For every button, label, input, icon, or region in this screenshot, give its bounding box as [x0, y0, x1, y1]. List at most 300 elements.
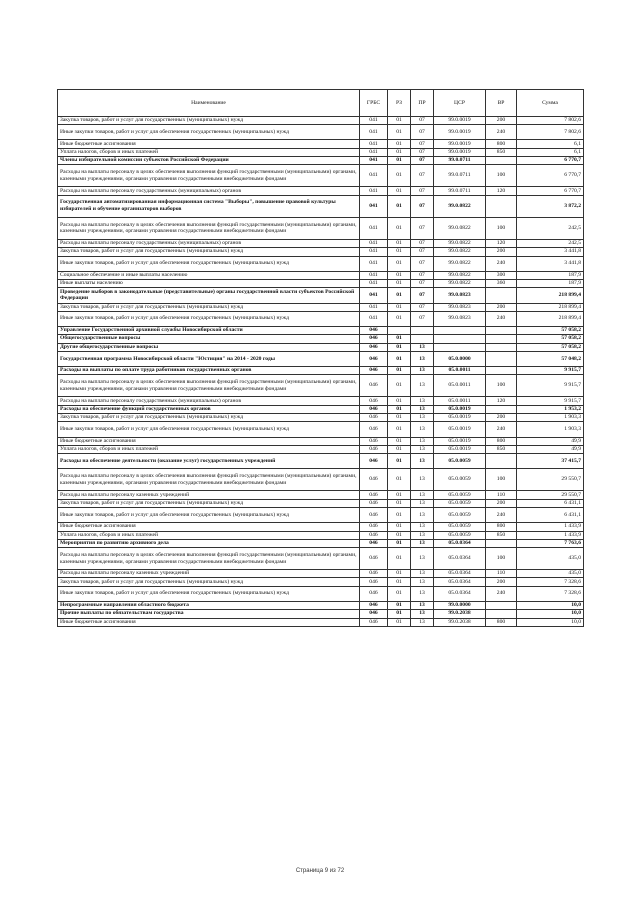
cell-name: Расходы на выплаты персоналу государственных (муниципальных) органов — [58, 239, 360, 247]
cell-rz: 01 — [388, 195, 411, 217]
cell-sum: 57 058,2 — [517, 343, 584, 351]
cell-vr: 850 — [486, 148, 517, 156]
cell-sum: 218 899,4 — [517, 288, 584, 303]
cell-pr: 07 — [411, 288, 434, 303]
cell-rz: 01 — [388, 375, 411, 397]
cell-name: Уплата налогов, сборов и иных платежей — [58, 445, 360, 453]
cell-name: Иные закупки товаров, работ и услуг для обеспечения государственных (муниципальных) нужд — [58, 508, 360, 523]
cell-grbs: 041 — [360, 303, 388, 311]
cell-rz: 01 — [388, 288, 411, 303]
cell-pr: 07 — [411, 271, 434, 279]
table-row — [58, 311, 584, 326]
cell-pr: 07 — [411, 148, 434, 156]
cell-pr: 07 — [411, 303, 434, 311]
cell-grbs: 046 — [360, 397, 388, 405]
cell-csr: 05.0.0364 — [434, 548, 486, 570]
cell-grbs: 046 — [360, 499, 388, 507]
header-vr: ВР — [486, 90, 517, 117]
cell-pr: 07 — [411, 165, 434, 187]
cell-sum: 37 415,7 — [517, 454, 584, 469]
table-row — [58, 375, 584, 397]
table-row — [58, 125, 584, 140]
cell-pr: 13 — [411, 508, 434, 523]
cell-vr: 120 — [486, 187, 517, 195]
table-row — [58, 523, 584, 531]
cell-pr: 13 — [411, 531, 434, 539]
table-row — [58, 327, 584, 335]
cell-vr: 240 — [486, 422, 517, 437]
table-row — [58, 469, 584, 491]
cell-vr: 240 — [486, 125, 517, 140]
cell-pr: 13 — [411, 539, 434, 547]
cell-sum: 1 433,9 — [517, 523, 584, 531]
cell-rz — [388, 327, 411, 335]
table-row — [58, 445, 584, 453]
cell-csr: 99.0.0822 — [434, 271, 486, 279]
cell-pr: 07 — [411, 280, 434, 288]
cell-csr — [434, 335, 486, 343]
cell-csr: 05.0.0000 — [434, 351, 486, 366]
cell-vr: 200 — [486, 578, 517, 586]
cell-grbs: 046 — [360, 491, 388, 499]
table-row — [58, 335, 584, 343]
cell-rz: 01 — [388, 610, 411, 618]
cell-grbs: 046 — [360, 454, 388, 469]
cell-vr — [486, 343, 517, 351]
cell-csr: 05.0.0364 — [434, 570, 486, 578]
cell-grbs: 046 — [360, 531, 388, 539]
cell-csr: 99.0.0822 — [434, 248, 486, 256]
cell-grbs: 041 — [360, 165, 388, 187]
cell-csr: 05.0.0364 — [434, 539, 486, 547]
cell-pr: 07 — [411, 239, 434, 247]
cell-csr: 05.0.0059 — [434, 523, 486, 531]
cell-sum: 57 048,2 — [517, 351, 584, 366]
cell-name: Расходы на выплаты персоналу в целях обеспечения выполнения функций государственными (муниципальными) органами, казенными учреждениями, органами управления государственными внебюджетными фондами — [58, 469, 360, 491]
cell-rz: 01 — [388, 414, 411, 422]
cell-grbs: 041 — [360, 271, 388, 279]
cell-rz: 01 — [388, 445, 411, 453]
cell-grbs: 046 — [360, 548, 388, 570]
cell-vr: 200 — [486, 248, 517, 256]
cell-name: Управление Государственной архивной службы Новосибирской области — [58, 327, 360, 335]
cell-sum: 6 770,7 — [517, 165, 584, 187]
cell-csr: 99.0.0019 — [434, 148, 486, 156]
cell-vr: 200 — [486, 414, 517, 422]
cell-name: Расходы на выплаты персоналу государственных (муниципальных) органов — [58, 187, 360, 195]
table-row — [58, 280, 584, 288]
cell-csr: 05.0.0011 — [434, 397, 486, 405]
cell-sum: 1 903,3 — [517, 414, 584, 422]
cell-name: Закупка товаров, работ и услуг для государственных (муниципальных) нужд — [58, 499, 360, 507]
cell-rz: 01 — [388, 280, 411, 288]
cell-pr: 13 — [411, 454, 434, 469]
cell-pr: 07 — [411, 140, 434, 148]
cell-csr: 99.0.0822 — [434, 239, 486, 247]
cell-vr — [486, 351, 517, 366]
cell-pr: 13 — [411, 578, 434, 586]
cell-vr: 300 — [486, 271, 517, 279]
table-row — [58, 491, 584, 499]
cell-name: Расходы на обеспечение функций государственных органов — [58, 405, 360, 413]
cell-pr: 13 — [411, 437, 434, 445]
cell-pr: 07 — [411, 187, 434, 195]
table-row — [58, 618, 584, 626]
cell-rz: 01 — [388, 271, 411, 279]
cell-sum: 187,9 — [517, 280, 584, 288]
cell-vr: 800 — [486, 140, 517, 148]
cell-grbs: 041 — [360, 125, 388, 140]
cell-pr: 13 — [411, 610, 434, 618]
table-row — [58, 148, 584, 156]
table-row — [58, 288, 584, 303]
cell-name: Закупка товаров, работ и услуг для государственных (муниципальных) нужд — [58, 248, 360, 256]
cell-vr: 100 — [486, 375, 517, 397]
cell-grbs: 046 — [360, 469, 388, 491]
cell-vr: 100 — [486, 217, 517, 239]
cell-rz: 01 — [388, 157, 411, 165]
cell-pr: 13 — [411, 601, 434, 609]
cell-sum: 6 770,7 — [517, 187, 584, 195]
cell-sum: 6,1 — [517, 148, 584, 156]
header-grbs: ГРБС — [360, 90, 388, 117]
cell-pr: 13 — [411, 367, 434, 375]
cell-sum: 29 550,7 — [517, 491, 584, 499]
cell-sum: 1 433,9 — [517, 531, 584, 539]
cell-name: Иные бюджетные ассигнования — [58, 437, 360, 445]
cell-rz: 01 — [388, 335, 411, 343]
cell-name: Государственная программа Новосибирской области "Юстиция" на 2014 - 2020 годы — [58, 351, 360, 366]
cell-sum: 29 550,7 — [517, 469, 584, 491]
cell-csr — [434, 327, 486, 335]
cell-csr: 99.0.0822 — [434, 256, 486, 271]
table-row — [58, 165, 584, 187]
cell-vr — [486, 367, 517, 375]
table-row — [58, 422, 584, 437]
cell-pr: 07 — [411, 217, 434, 239]
table-row — [58, 414, 584, 422]
cell-grbs: 046 — [360, 570, 388, 578]
cell-csr: 99.0.0822 — [434, 217, 486, 239]
cell-sum: 435,0 — [517, 570, 584, 578]
cell-grbs: 041 — [360, 195, 388, 217]
cell-grbs: 046 — [360, 601, 388, 609]
cell-pr: 13 — [411, 405, 434, 413]
cell-grbs: 041 — [360, 117, 388, 125]
cell-grbs: 046 — [360, 578, 388, 586]
cell-csr: 99.0.2038 — [434, 610, 486, 618]
cell-sum: 7 328,6 — [517, 578, 584, 586]
cell-rz: 01 — [388, 618, 411, 626]
cell-csr: 05.0.0019 — [434, 405, 486, 413]
cell-sum: 3 441,8 — [517, 256, 584, 271]
cell-csr: 05.0.0019 — [434, 437, 486, 445]
cell-csr: 05.0.0059 — [434, 454, 486, 469]
cell-rz: 01 — [388, 117, 411, 125]
cell-csr: 05.0.0011 — [434, 367, 486, 375]
cell-name: Расходы на выплаты персоналу в целях обеспечения выполнения функций государственными (муниципальными) органами, казенными учреждениями, органами управления государственными внебюджетными фондами — [58, 217, 360, 239]
cell-rz: 01 — [388, 165, 411, 187]
table-row — [58, 508, 584, 523]
table-row — [58, 117, 584, 125]
header-csr: ЦСР — [434, 90, 486, 117]
table-row — [58, 248, 584, 256]
table-row — [58, 405, 584, 413]
cell-pr — [411, 335, 434, 343]
cell-grbs: 046 — [360, 618, 388, 626]
cell-name: Расходы на выплаты персоналу государственных (муниципальных) органов — [58, 397, 360, 405]
cell-sum: 7 802,6 — [517, 117, 584, 125]
cell-name: Члены избирательной комиссии субъектов Российской Федерации — [58, 157, 360, 165]
cell-csr: 99.0.0823 — [434, 311, 486, 326]
cell-grbs: 046 — [360, 343, 388, 351]
cell-csr: 05.0.0364 — [434, 586, 486, 601]
table-row — [58, 256, 584, 271]
cell-vr — [486, 327, 517, 335]
cell-vr: 200 — [486, 499, 517, 507]
cell-grbs: 041 — [360, 256, 388, 271]
cell-sum: 10,0 — [517, 601, 584, 609]
cell-sum: 9 915,7 — [517, 397, 584, 405]
cell-sum: 57 058,2 — [517, 327, 584, 335]
cell-vr: 850 — [486, 531, 517, 539]
cell-name: Другие общегосударственные вопросы — [58, 343, 360, 351]
cell-pr: 13 — [411, 397, 434, 405]
cell-sum: 435,0 — [517, 548, 584, 570]
cell-grbs: 041 — [360, 288, 388, 303]
cell-rz: 01 — [388, 578, 411, 586]
cell-name: Проведение выборов в законодательные (представительные) органы государственной власти субъектов Российской Федерации — [58, 288, 360, 303]
cell-vr: 100 — [486, 548, 517, 570]
cell-csr: 05.0.0019 — [434, 445, 486, 453]
table-row — [58, 140, 584, 148]
cell-grbs: 041 — [360, 311, 388, 326]
cell-rz: 01 — [388, 437, 411, 445]
cell-rz: 01 — [388, 148, 411, 156]
cell-name: Иные закупки товаров, работ и услуг для обеспечения государственных (муниципальных) нужд — [58, 422, 360, 437]
cell-pr: 13 — [411, 469, 434, 491]
cell-vr — [486, 454, 517, 469]
cell-rz: 01 — [388, 256, 411, 271]
cell-grbs: 041 — [360, 217, 388, 239]
table-row — [58, 499, 584, 507]
cell-name: Расходы на выплаты персоналу казенных учреждений — [58, 491, 360, 499]
cell-name: Прочие выплаты по обязательствам государства — [58, 610, 360, 618]
cell-pr: 13 — [411, 618, 434, 626]
cell-vr: 110 — [486, 491, 517, 499]
cell-rz: 01 — [388, 311, 411, 326]
cell-vr — [486, 195, 517, 217]
cell-pr: 13 — [411, 491, 434, 499]
cell-csr: 99.0.0822 — [434, 195, 486, 217]
cell-rz: 01 — [388, 539, 411, 547]
cell-pr: 07 — [411, 256, 434, 271]
cell-pr: 13 — [411, 375, 434, 397]
header-rz: РЗ — [388, 90, 411, 117]
cell-rz: 01 — [388, 140, 411, 148]
cell-grbs: 046 — [360, 523, 388, 531]
cell-rz: 01 — [388, 125, 411, 140]
cell-pr: 07 — [411, 117, 434, 125]
cell-grbs: 046 — [360, 405, 388, 413]
cell-name: Непрограммные направления областного бюджета — [58, 601, 360, 609]
cell-vr: 240 — [486, 311, 517, 326]
cell-sum: 6 431,1 — [517, 499, 584, 507]
cell-name: Расходы на выплаты персоналу в целях обеспечения выполнения функций государственными (муниципальными) органами, казенными учреждениями, органами управления государственными внебюджетными фондами — [58, 375, 360, 397]
table-row — [58, 187, 584, 195]
cell-grbs: 046 — [360, 327, 388, 335]
table-row — [58, 578, 584, 586]
cell-vr — [486, 539, 517, 547]
cell-grbs: 046 — [360, 351, 388, 366]
cell-name: Общегосударственные вопросы — [58, 335, 360, 343]
cell-grbs: 041 — [360, 148, 388, 156]
cell-name: Закупка товаров, работ и услуг для государственных (муниципальных) нужд — [58, 414, 360, 422]
cell-grbs: 046 — [360, 335, 388, 343]
cell-vr: 800 — [486, 618, 517, 626]
cell-rz: 01 — [388, 248, 411, 256]
cell-rz: 01 — [388, 499, 411, 507]
cell-name: Социальное обеспечение и иные выплаты населению — [58, 271, 360, 279]
cell-sum: 187,9 — [517, 271, 584, 279]
cell-sum: 3 872,2 — [517, 195, 584, 217]
table-row — [58, 531, 584, 539]
cell-sum: 7 763,6 — [517, 539, 584, 547]
cell-vr: 240 — [486, 508, 517, 523]
cell-name: Иные закупки товаров, работ и услуг для обеспечения государственных (муниципальных) нужд — [58, 586, 360, 601]
table-row — [58, 343, 584, 351]
cell-grbs: 041 — [360, 140, 388, 148]
cell-name: Иные закупки товаров, работ и услуг для обеспечения государственных (муниципальных) нужд — [58, 125, 360, 140]
cell-csr: 99.0.0019 — [434, 125, 486, 140]
cell-vr — [486, 601, 517, 609]
cell-pr: 13 — [411, 570, 434, 578]
cell-pr: 13 — [411, 414, 434, 422]
table-row — [58, 601, 584, 609]
cell-vr: 240 — [486, 586, 517, 601]
cell-name: Иные закупки товаров, работ и услуг для обеспечения государственных (муниципальных) нужд — [58, 256, 360, 271]
cell-pr — [411, 327, 434, 335]
cell-csr: 05.0.0059 — [434, 508, 486, 523]
cell-grbs: 041 — [360, 280, 388, 288]
cell-sum: 9 915,7 — [517, 375, 584, 397]
cell-rz: 01 — [388, 601, 411, 609]
cell-grbs: 046 — [360, 586, 388, 601]
cell-sum: 242,5 — [517, 239, 584, 247]
table-row — [58, 367, 584, 375]
cell-grbs: 046 — [360, 414, 388, 422]
cell-rz: 01 — [388, 469, 411, 491]
cell-rz: 01 — [388, 491, 411, 499]
cell-csr: 99.0.2038 — [434, 618, 486, 626]
cell-grbs: 046 — [360, 610, 388, 618]
table-row — [58, 351, 584, 366]
cell-rz: 01 — [388, 303, 411, 311]
header-name: Наименование — [58, 90, 360, 117]
cell-sum: 218 899,4 — [517, 303, 584, 311]
cell-pr: 13 — [411, 586, 434, 601]
cell-sum: 49,9 — [517, 445, 584, 453]
cell-grbs: 041 — [360, 187, 388, 195]
cell-grbs: 041 — [360, 157, 388, 165]
cell-vr: 100 — [486, 469, 517, 491]
cell-vr — [486, 157, 517, 165]
cell-sum: 7 802,6 — [517, 125, 584, 140]
cell-sum: 6,1 — [517, 140, 584, 148]
table-row — [58, 195, 584, 217]
table-row — [58, 454, 584, 469]
cell-rz: 01 — [388, 239, 411, 247]
table-row — [58, 397, 584, 405]
cell-name: Уплата налогов, сборов и иных платежей — [58, 148, 360, 156]
cell-rz: 01 — [388, 405, 411, 413]
table-row — [58, 539, 584, 547]
cell-rz: 01 — [388, 367, 411, 375]
cell-grbs: 046 — [360, 375, 388, 397]
cell-rz: 01 — [388, 351, 411, 366]
cell-sum: 1 903,3 — [517, 422, 584, 437]
cell-csr: 99.0.0711 — [434, 165, 486, 187]
cell-pr: 13 — [411, 351, 434, 366]
cell-sum: 218 899,4 — [517, 311, 584, 326]
cell-vr: 110 — [486, 570, 517, 578]
cell-rz: 01 — [388, 523, 411, 531]
cell-name: Уплата налогов, сборов и иных платежей — [58, 531, 360, 539]
cell-sum: 7 328,6 — [517, 586, 584, 601]
cell-name: Расходы на выплаты персоналу в целях обеспечения выполнения функций государственными (муниципальными) органами, казенными учреждениями, органами управления государственными внебюджетными фондами — [58, 165, 360, 187]
cell-pr: 07 — [411, 195, 434, 217]
cell-vr: 360 — [486, 280, 517, 288]
cell-grbs: 041 — [360, 248, 388, 256]
table-row — [58, 239, 584, 247]
cell-vr — [486, 335, 517, 343]
cell-name: Расходы на обеспечение деятельности (оказание услуг) государственных учреждений — [58, 454, 360, 469]
cell-name: Закупка товаров, работ и услуг для государственных (муниципальных) нужд — [58, 117, 360, 125]
cell-vr — [486, 405, 517, 413]
cell-vr: 800 — [486, 437, 517, 445]
cell-csr: 99.0.0823 — [434, 288, 486, 303]
cell-pr: 13 — [411, 422, 434, 437]
cell-rz: 01 — [388, 187, 411, 195]
cell-pr: 13 — [411, 343, 434, 351]
cell-vr — [486, 610, 517, 618]
cell-name: Иные бюджетные ассигнования — [58, 618, 360, 626]
cell-vr: 120 — [486, 397, 517, 405]
cell-rz: 01 — [388, 397, 411, 405]
cell-name: Иные закупки товаров, работ и услуг для обеспечения государственных (муниципальных) нужд — [58, 311, 360, 326]
cell-name: Мероприятия по развитию архивного дела — [58, 539, 360, 547]
budget-table — [57, 89, 584, 627]
cell-csr: 05.0.0059 — [434, 491, 486, 499]
cell-name: Иные выплаты населению — [58, 280, 360, 288]
cell-grbs: 046 — [360, 539, 388, 547]
cell-vr: 120 — [486, 239, 517, 247]
table-row — [58, 217, 584, 239]
cell-pr: 13 — [411, 445, 434, 453]
cell-sum: 49,9 — [517, 437, 584, 445]
table-row — [58, 437, 584, 445]
cell-csr: 05.0.0059 — [434, 469, 486, 491]
table-row — [58, 586, 584, 601]
cell-vr — [486, 288, 517, 303]
table-row — [58, 610, 584, 618]
cell-csr: 99.0.0822 — [434, 280, 486, 288]
cell-sum: 10,0 — [517, 618, 584, 626]
header-row — [58, 90, 584, 117]
cell-grbs: 046 — [360, 422, 388, 437]
page-number: Страница 9 из 72 — [295, 868, 345, 874]
cell-csr: 05.0.0059 — [434, 499, 486, 507]
